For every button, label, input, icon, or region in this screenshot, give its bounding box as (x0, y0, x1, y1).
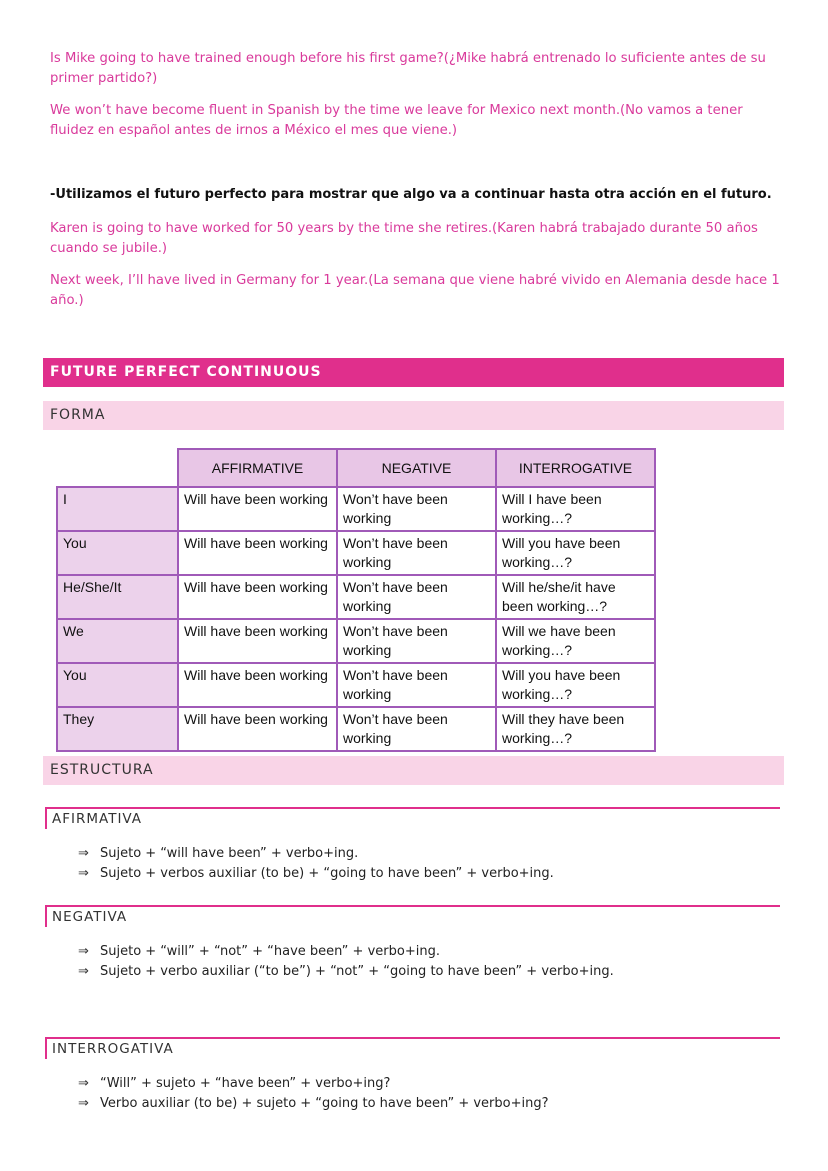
affirmative-cell: Will have been working (178, 487, 337, 531)
arrow-right-icon: ⇒ (78, 865, 89, 881)
negative-cell: Won’t have been working (337, 575, 496, 619)
affirmative-cell: Will have been working (178, 707, 337, 751)
header-interrogative: INTERROGATIVE (496, 449, 655, 487)
arrow-right-icon: ⇒ (78, 1095, 89, 1111)
interrogative-cell: Will you have been working…? (496, 531, 655, 575)
arrow-right-icon: ⇒ (78, 1076, 89, 1091)
pronoun-cell: We (57, 619, 178, 663)
afirmativa-heading: AFIRMATIVA (45, 807, 780, 829)
list-item: ⇒ Sujeto + “will have been” + verbo+ing. (78, 844, 554, 864)
affirmative-cell: Will have been working (178, 663, 337, 707)
negativa-list (78, 942, 614, 981)
interrogative-cell: Will we have been working…? (496, 619, 655, 663)
pronoun-cell: They (57, 707, 178, 751)
interrogativa-list (78, 1074, 549, 1113)
header-negative: NEGATIVE (337, 449, 496, 487)
negative-cell: Won’t have been working (337, 663, 496, 707)
arrow-right-icon: ⇒ (78, 963, 89, 979)
afirmativa-list (78, 844, 554, 883)
example-4: Next week, I’ll have lived in Germany for 1 year.(La semana que viene habré vivido en Alemania desde hace 1 año.) (50, 273, 780, 308)
table-row (57, 707, 655, 751)
table-header-row (57, 449, 655, 487)
negative-cell: Won’t have been working (337, 619, 496, 663)
forma-band: FORMA (43, 401, 784, 430)
arrow-right-icon: ⇒ (78, 846, 89, 861)
interrogative-cell: Will I have been working…? (496, 487, 655, 531)
table-row (57, 487, 655, 531)
pronoun-cell: You (57, 663, 178, 707)
usage-rule: -Utilizamos el futuro perfecto para mostrar que algo va a continuar hasta otra acción en el futuro. (50, 187, 772, 202)
interrogative-cell: Will he/she/it have been working…? (496, 575, 655, 619)
pronoun-cell: I (57, 487, 178, 531)
affirmative-cell: Will have been working (178, 619, 337, 663)
table-row (57, 619, 655, 663)
negative-cell: Won’t have been working (337, 707, 496, 751)
table-row (57, 575, 655, 619)
interrogativa-heading: INTERROGATIVA (45, 1037, 780, 1059)
negativa-heading: NEGATIVA (45, 905, 780, 927)
table-row (57, 663, 655, 707)
list-item: ⇒ Sujeto + verbo auxiliar (“to be”) + “not” + “going to have been” + verbo+ing. (78, 962, 614, 982)
affirmative-cell: Will have been working (178, 575, 337, 619)
estructura-band: ESTRUCTURA (43, 756, 784, 785)
header-affirmative: AFFIRMATIVE (178, 449, 337, 487)
section-banner: FUTURE PERFECT CONTINUOUS (43, 358, 784, 387)
list-item: ⇒ Sujeto + “will” + “not” + “have been” + verbo+ing. (78, 942, 614, 962)
interrogative-cell: Will you have been working…? (496, 663, 655, 707)
table-row (57, 531, 655, 575)
table-corner (57, 449, 178, 487)
pronoun-cell: He/She/It (57, 575, 178, 619)
list-item: ⇒ Sujeto + verbos auxiliar (to be) + “going to have been” + verbo+ing. (78, 864, 554, 884)
example-1: Is Mike going to have trained enough before his first game?(¿Mike habrá entrenado lo suficiente antes de su primer partido?) (50, 51, 766, 86)
interrogative-cell: Will they have been working…? (496, 707, 655, 751)
pronoun-cell: You (57, 531, 178, 575)
affirmative-cell: Will have been working (178, 531, 337, 575)
example-2: We won’t have become fluent in Spanish by the time we leave for Mexico next month.(No vamos a tener fluidez en español antes de irnos a México el mes que viene.) (50, 103, 743, 138)
list-item: ⇒ “Will” + sujeto + “have been” + verbo+ing? (78, 1074, 549, 1094)
conjugation-table (56, 448, 656, 752)
negative-cell: Won’t have been working (337, 487, 496, 531)
list-item: ⇒ Verbo auxiliar (to be) + sujeto + “going to have been” + verbo+ing? (78, 1094, 549, 1114)
example-3: Karen is going to have worked for 50 years by the time she retires.(Karen habrá trabajado durante 50 años cuando se jubile.) (50, 221, 758, 256)
negative-cell: Won’t have been working (337, 531, 496, 575)
arrow-right-icon: ⇒ (78, 944, 89, 959)
